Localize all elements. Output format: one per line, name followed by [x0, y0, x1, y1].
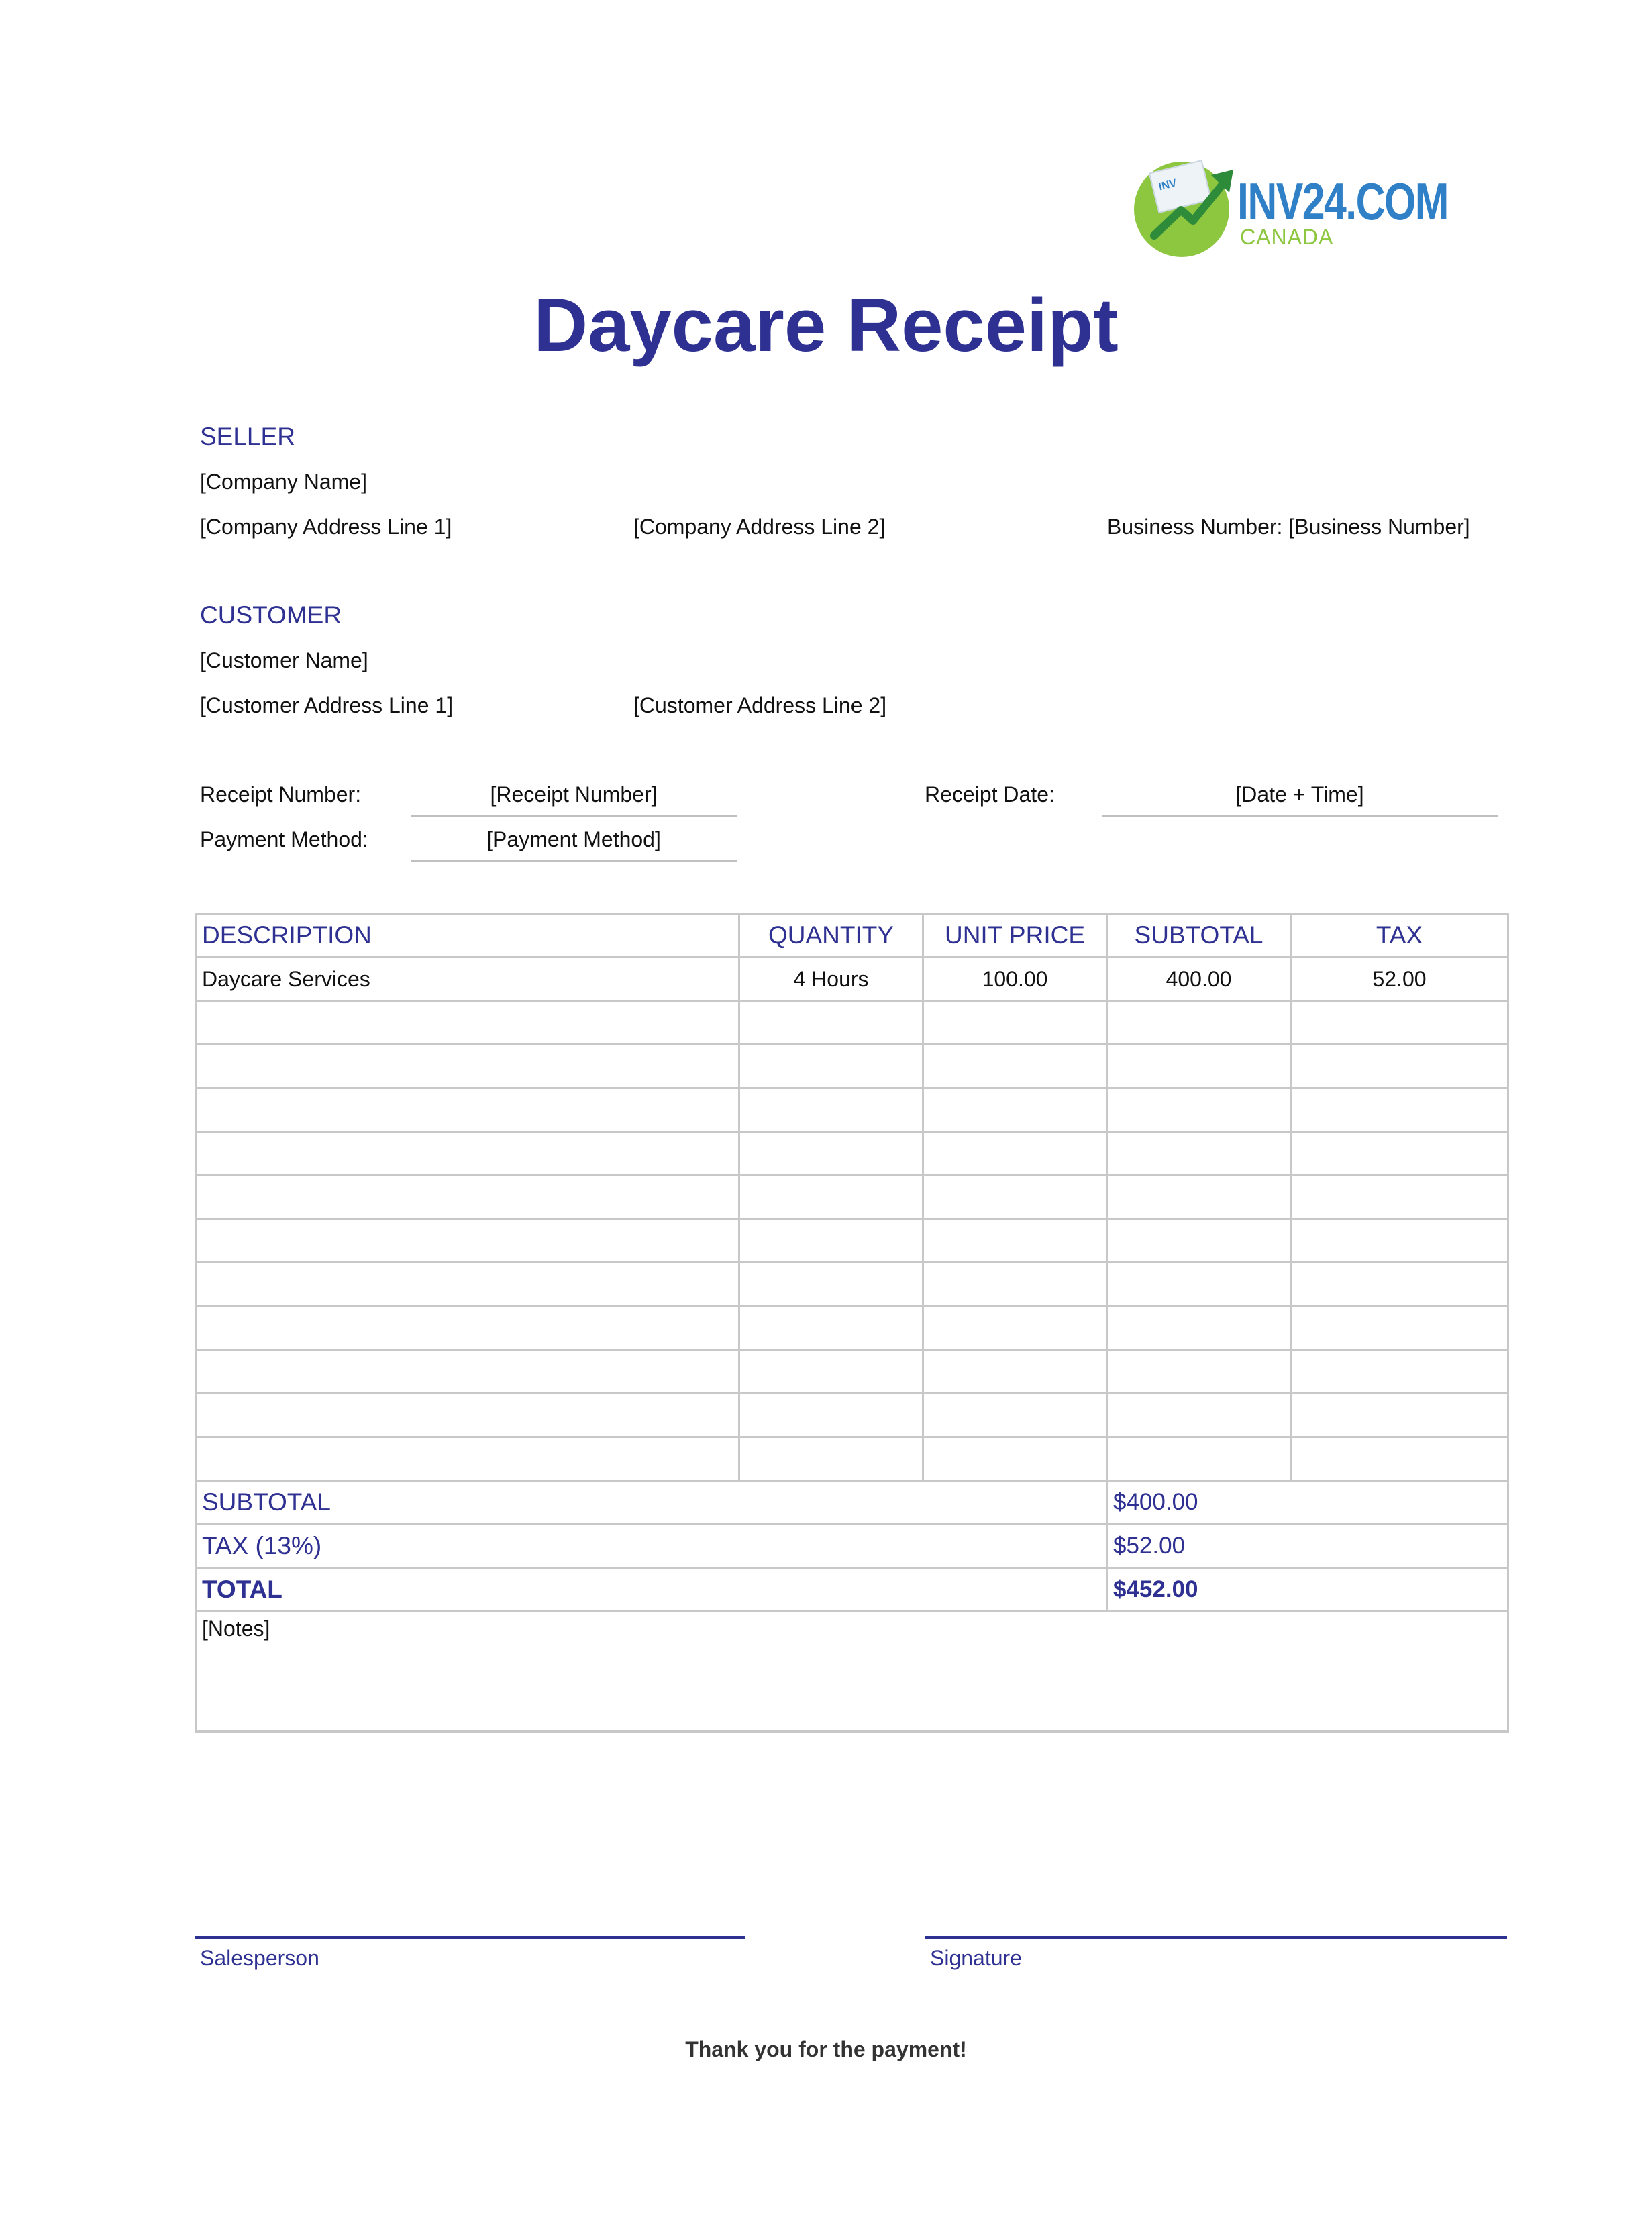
cell-unit-price[interactable]: [923, 1001, 1107, 1045]
logo-arrow-icon: [1141, 155, 1241, 249]
subtotal-row: [196, 1481, 1508, 1524]
customer-address-line-1: [Customer Address Line 1]: [200, 693, 454, 717]
cell-unit-price[interactable]: [923, 1306, 1107, 1350]
cell-subtotal[interactable]: [1107, 1394, 1291, 1437]
cell-unit-price[interactable]: [923, 1219, 1107, 1263]
table-row: [196, 1001, 1508, 1045]
table-row: [196, 1132, 1508, 1176]
cell-description[interactable]: [196, 1394, 739, 1437]
cell-description[interactable]: [196, 1176, 739, 1219]
logo-brand-text: INV24.COM: [1237, 172, 1448, 231]
cell-subtotal[interactable]: [1107, 1306, 1291, 1350]
customer-heading: CUSTOMER: [200, 601, 342, 629]
items-table: [195, 913, 1509, 1733]
logo-card-text: INV: [1157, 177, 1178, 193]
cell-subtotal[interactable]: [1107, 1263, 1291, 1306]
cell-quantity[interactable]: [739, 1263, 923, 1306]
table-row: [196, 958, 1508, 1001]
salesperson-label: Salesperson: [200, 1946, 319, 1970]
payment-method-field[interactable]: [Payment Method]: [486, 827, 661, 851]
cell-subtotal[interactable]: [1107, 1176, 1291, 1219]
cell-tax[interactable]: [1291, 1263, 1508, 1306]
cell-description[interactable]: Daycare Services: [196, 958, 739, 1001]
cell-tax[interactable]: [1291, 1437, 1508, 1481]
cell-subtotal[interactable]: [1107, 1088, 1291, 1132]
cell-quantity[interactable]: [739, 1176, 923, 1219]
receipt-number-underline: [411, 815, 737, 817]
seller-company-name: [Company Name]: [200, 470, 367, 494]
seller-business-number: Business Number: [Business Number]: [1107, 515, 1470, 539]
footer-thanks: Thank you for the payment!: [685, 2037, 967, 2061]
cell-tax[interactable]: [1291, 1350, 1508, 1394]
table-row: [196, 1088, 1508, 1132]
cell-subtotal[interactable]: [1107, 1132, 1291, 1176]
cell-subtotal[interactable]: [1107, 1350, 1291, 1394]
cell-quantity[interactable]: [739, 1350, 923, 1394]
receipt-date-underline: [1102, 815, 1498, 817]
payment-method-label: Payment Method:: [200, 827, 368, 851]
seller-address-line-1: [Company Address Line 1]: [200, 515, 452, 539]
cell-quantity[interactable]: [739, 1437, 923, 1481]
table-row: [196, 1350, 1508, 1394]
notes-field[interactable]: [Notes]: [196, 1612, 1508, 1732]
notes-row: [196, 1612, 1508, 1732]
header-tax: TAX: [1291, 914, 1508, 958]
cell-quantity[interactable]: [739, 1306, 923, 1350]
header-quantity: QUANTITY: [739, 914, 923, 958]
total-row: [196, 1568, 1508, 1612]
header-description: DESCRIPTION: [196, 914, 739, 958]
cell-unit-price[interactable]: 100.00: [923, 958, 1107, 1001]
table-header-row: [196, 914, 1508, 958]
table-row: [196, 1263, 1508, 1306]
table-row: [196, 1306, 1508, 1350]
brand-logo: [1134, 151, 1448, 258]
cell-tax[interactable]: [1291, 1394, 1508, 1437]
customer-name: [Customer Name]: [200, 648, 368, 672]
table-row: [196, 1437, 1508, 1481]
subtotal-value[interactable]: $400.00: [1107, 1481, 1508, 1524]
cell-quantity[interactable]: 4 Hours: [739, 958, 923, 1001]
seller-address-line-2: [Company Address Line 2]: [633, 515, 886, 539]
table-row: [196, 1176, 1508, 1219]
signature-label: Signature: [930, 1946, 1022, 1970]
cell-unit-price[interactable]: [923, 1088, 1107, 1132]
subtotal-label: SUBTOTAL: [196, 1481, 1107, 1524]
cell-tax[interactable]: [1291, 1132, 1508, 1176]
cell-unit-price[interactable]: [923, 1176, 1107, 1219]
cell-subtotal[interactable]: [1107, 1437, 1291, 1481]
total-value[interactable]: $452.00: [1107, 1568, 1508, 1612]
page-title: Daycare Receipt: [533, 283, 1119, 367]
total-label: TOTAL: [196, 1568, 1107, 1612]
cell-description[interactable]: [196, 1263, 739, 1306]
cell-unit-price[interactable]: [923, 1350, 1107, 1394]
cell-unit-price[interactable]: [923, 1132, 1107, 1176]
cell-tax[interactable]: [1291, 1176, 1508, 1219]
cell-subtotal[interactable]: [1107, 1045, 1291, 1088]
cell-unit-price[interactable]: [923, 1045, 1107, 1088]
cell-tax[interactable]: 52.00: [1291, 958, 1508, 1001]
header-unit-price: UNIT PRICE: [923, 914, 1107, 958]
cell-subtotal[interactable]: [1107, 1219, 1291, 1263]
cell-tax[interactable]: [1291, 1306, 1508, 1350]
table-row: [196, 1394, 1508, 1437]
cell-description[interactable]: [196, 1350, 739, 1394]
cell-subtotal[interactable]: [1107, 1001, 1291, 1045]
cell-quantity[interactable]: [739, 1132, 923, 1176]
cell-description[interactable]: [196, 1437, 739, 1481]
cell-quantity[interactable]: [739, 1001, 923, 1045]
cell-tax[interactable]: [1291, 1088, 1508, 1132]
seller-heading: SELLER: [200, 423, 295, 450]
salesperson-line: [195, 1936, 745, 1939]
receipt-number-field[interactable]: [Receipt Number]: [490, 782, 658, 807]
cell-quantity[interactable]: [739, 1088, 923, 1132]
cell-description[interactable]: [196, 1132, 739, 1176]
logo-sub-text: CANADA: [1240, 225, 1334, 249]
tax-value[interactable]: $52.00: [1107, 1524, 1508, 1568]
cell-unit-price[interactable]: [923, 1394, 1107, 1437]
cell-quantity[interactable]: [739, 1045, 923, 1088]
table-row: [196, 1045, 1508, 1088]
receipt-date-field[interactable]: [Date + Time]: [1235, 782, 1364, 807]
cell-quantity[interactable]: [739, 1219, 923, 1263]
cell-unit-price[interactable]: [923, 1437, 1107, 1481]
customer-address-line-2: [Customer Address Line 2]: [633, 693, 887, 717]
receipt-number-label: Receipt Number:: [200, 782, 362, 807]
cell-description[interactable]: [196, 1088, 739, 1132]
header-subtotal: SUBTOTAL: [1107, 914, 1291, 958]
cell-tax[interactable]: [1291, 1219, 1508, 1263]
cell-unit-price[interactable]: [923, 1263, 1107, 1306]
cell-description[interactable]: [196, 1219, 739, 1263]
receipt-date-label: Receipt Date:: [925, 782, 1055, 807]
payment-method-underline: [411, 860, 737, 862]
cell-tax[interactable]: [1291, 1001, 1508, 1045]
tax-label: TAX (13%): [196, 1524, 1107, 1568]
cell-description[interactable]: [196, 1306, 739, 1350]
cell-description[interactable]: [196, 1001, 739, 1045]
cell-subtotal[interactable]: 400.00: [1107, 958, 1291, 1001]
cell-tax[interactable]: [1291, 1045, 1508, 1088]
table-row: [196, 1219, 1508, 1263]
signature-line: [925, 1936, 1507, 1939]
cell-description[interactable]: [196, 1045, 739, 1088]
cell-quantity[interactable]: [739, 1394, 923, 1437]
tax-row: [196, 1524, 1508, 1568]
